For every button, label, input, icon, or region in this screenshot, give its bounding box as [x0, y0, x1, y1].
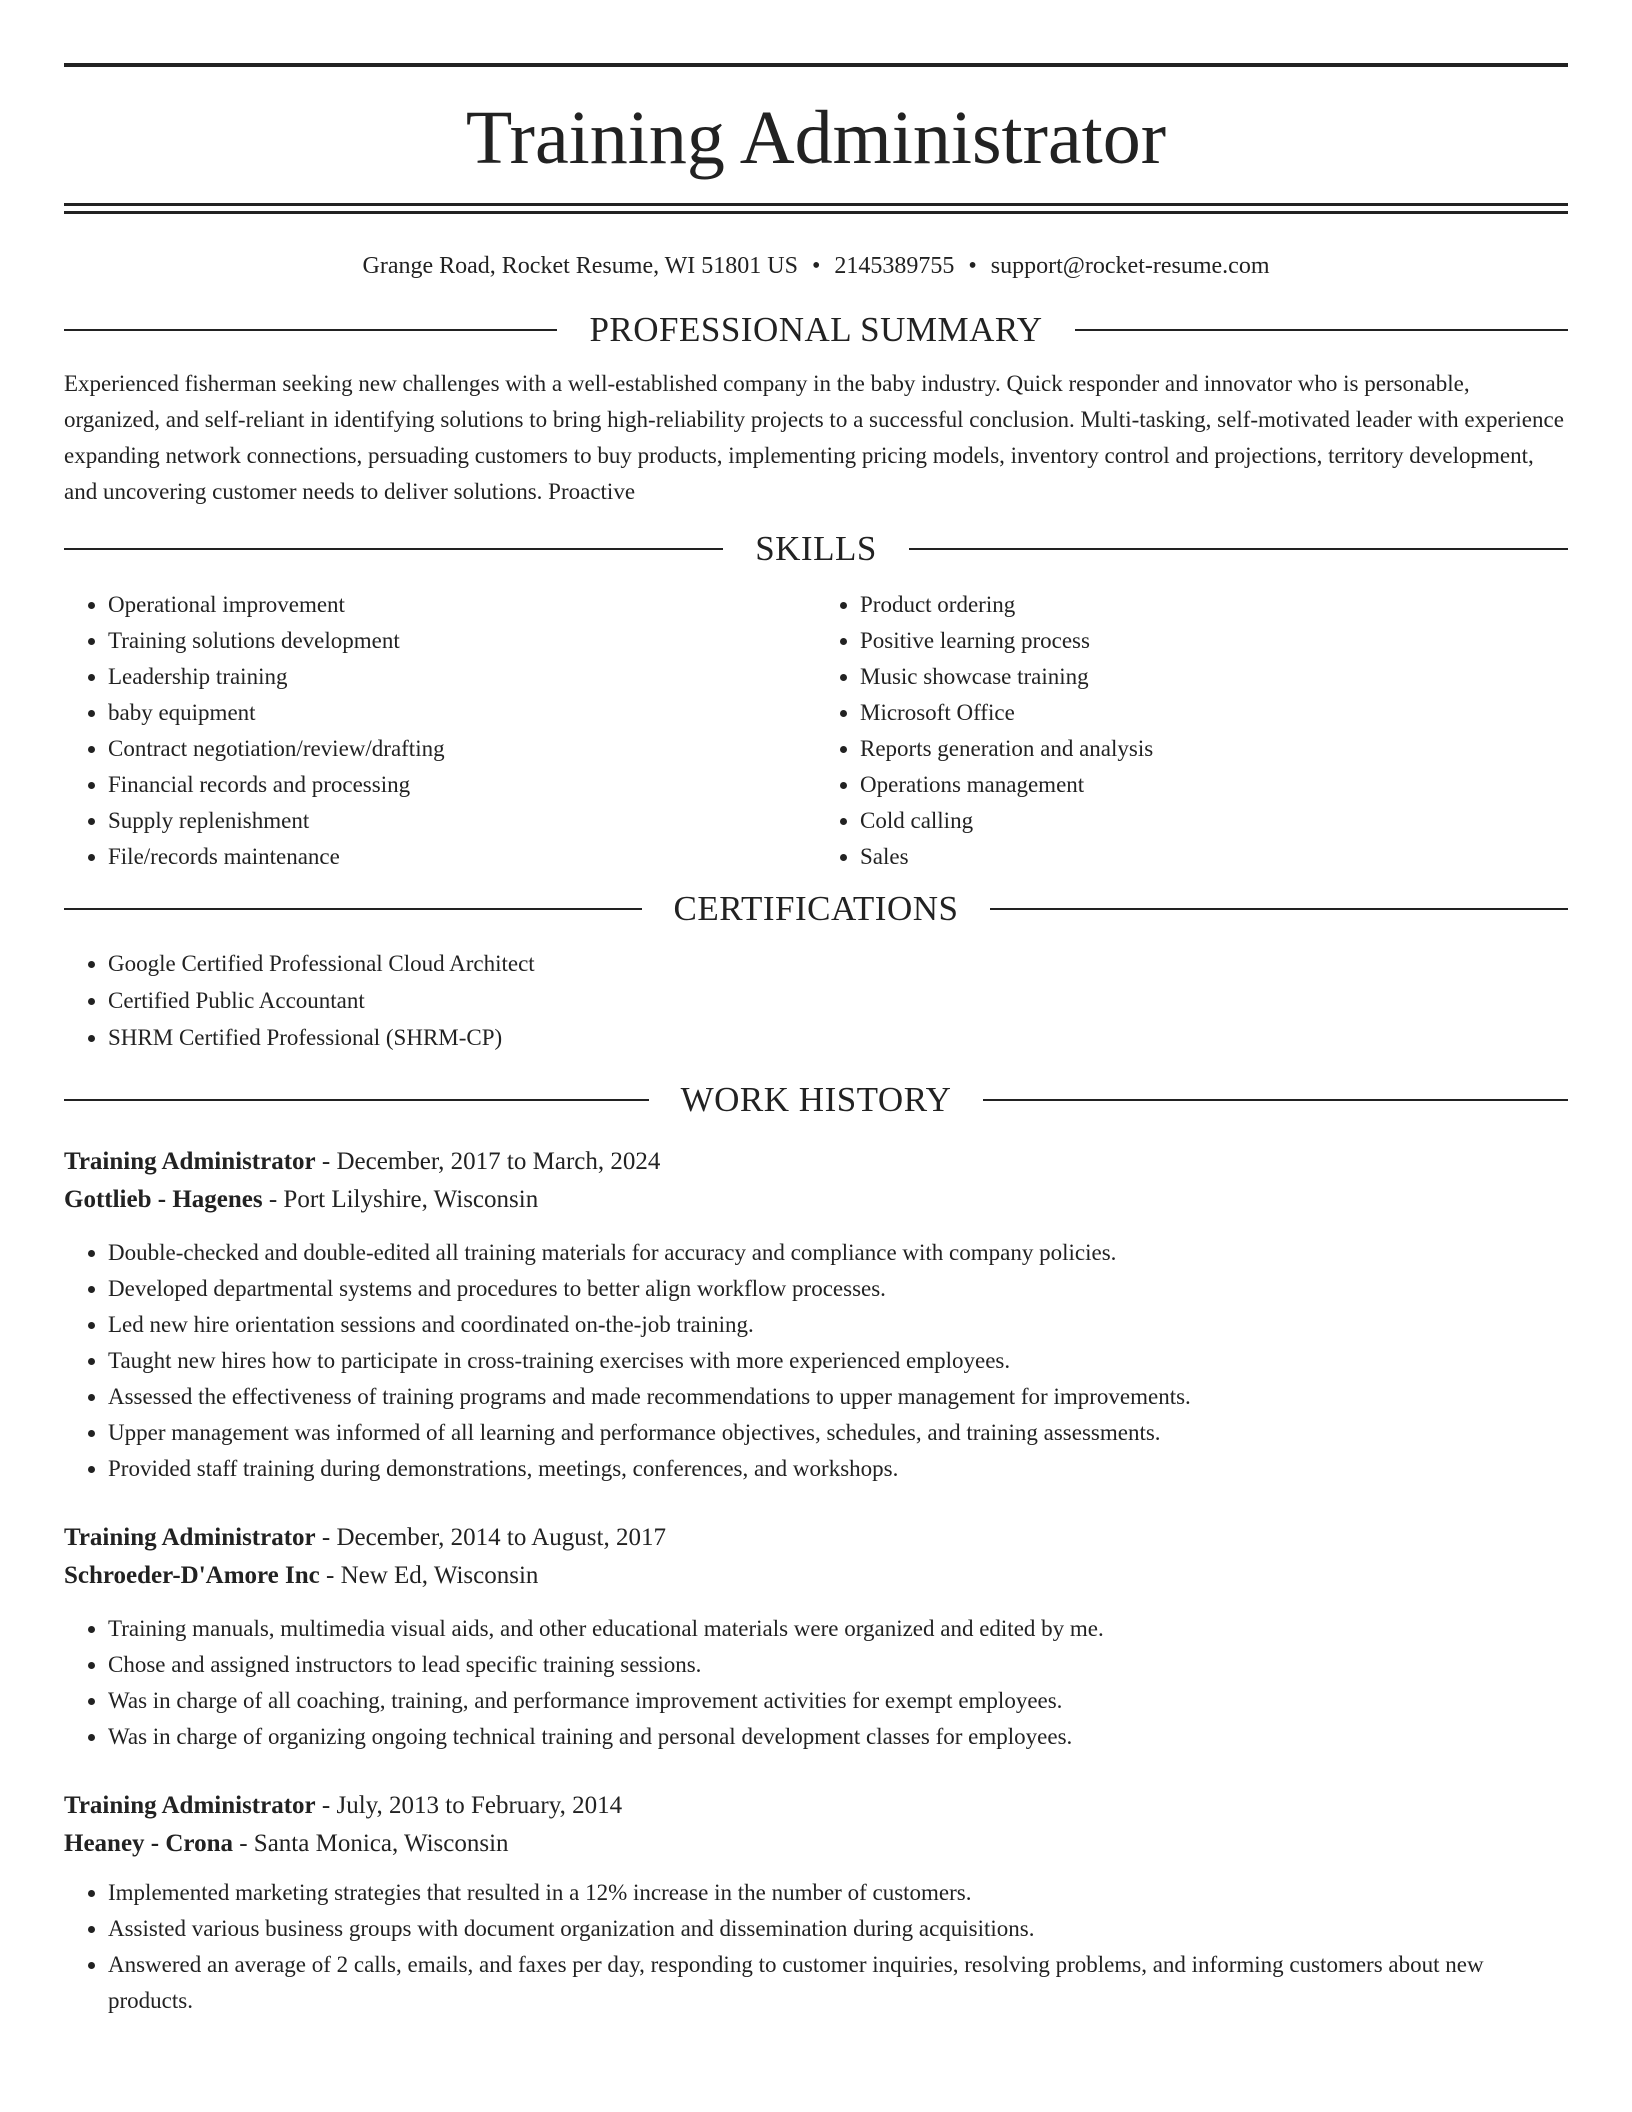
certification-item: • SHRM Certified Professional (SHRM-CP) [108, 1019, 1568, 1056]
contact-separator: • [811, 253, 821, 279]
job-entry [64, 1143, 1568, 1487]
skills-column-left [64, 587, 816, 875]
job-role: Training Administrator [64, 1524, 316, 1551]
job-bullet: • Chose and assigned instructors to lead specific training sessions. [108, 1647, 1568, 1683]
job-entry [64, 1519, 1568, 1755]
job-bullet: • Assessed the effectiveness of training programs and made recommendations to upper management for improvements. [108, 1379, 1568, 1415]
skill-item: • Supply replenishment [108, 803, 816, 839]
job-location: - Santa Monica, Wisconsin [232, 1830, 509, 1857]
job-location: - Port Lilyshire, Wisconsin [262, 1186, 539, 1213]
contact-phone: 2145389755 [834, 253, 955, 279]
job-company-line [64, 1825, 1568, 1863]
job-dates: - July, 2013 to February, 2014 [315, 1792, 623, 1819]
work-history-heading [64, 1080, 1568, 1120]
skill-item: • Music showcase training [860, 659, 1568, 695]
job-title-line [64, 1143, 1568, 1181]
section-title: SKILLS [755, 529, 877, 568]
skill-item: • Training solutions development [108, 623, 816, 659]
skill-item: • Financial records and processing [108, 767, 816, 803]
skills-column-right [816, 587, 1568, 875]
skill-item: • Sales [860, 839, 1568, 875]
job-dates: - December, 2014 to August, 2017 [315, 1524, 666, 1551]
resume-title: Training Administrator [465, 96, 1167, 180]
skill-item: • Operational improvement [108, 587, 816, 623]
job-entry [64, 1787, 1568, 2019]
job-bullets [64, 1611, 1568, 1755]
job-bullet: • Double-checked and double-edited all training materials for accuracy and compliance with company policies. [108, 1235, 1568, 1271]
section-title: PROFESSIONAL SUMMARY [589, 310, 1043, 349]
job-company: Schroeder-D'Amore Inc [64, 1562, 320, 1589]
skill-item: • Operations management [860, 767, 1568, 803]
job-company-line [64, 1181, 1568, 1219]
job-role: Training Administrator [64, 1792, 316, 1819]
job-bullet: • Implemented marketing strategies that resulted in a 12% increase in the number of customers. [108, 1875, 1568, 1911]
skill-item: • Contract negotiation/review/drafting [108, 731, 816, 767]
job-bullet: • Led new hire orientation sessions and coordinated on-the-job training. [108, 1307, 1568, 1343]
job-company-line [64, 1557, 1568, 1595]
contact-line [64, 251, 1568, 281]
job-bullet: • Answered an average of 2 calls, emails, and faxes per day, responding to customer inquiries, resolving problems, and informing customers about new products. [108, 1947, 1568, 2019]
skill-item: • File/records maintenance [108, 839, 816, 875]
skill-item: • Reports generation and analysis [860, 731, 1568, 767]
job-bullet: • Assisted various business groups with document organization and dissemination during acquisitions. [108, 1911, 1568, 1947]
section-title: WORK HISTORY [680, 1080, 952, 1119]
contact-address: Grange Road, Rocket Resume, WI 51801 US [362, 253, 798, 279]
contact-separator: • [968, 253, 977, 279]
job-bullet: • Developed departmental systems and procedures to better align workflow processes. [108, 1271, 1568, 1307]
skill-item: • Leadership training [108, 659, 816, 695]
contact-email: support@rocket-resume.com [990, 253, 1270, 279]
skill-item: • Microsoft Office [860, 695, 1568, 731]
job-bullets [64, 1235, 1568, 1487]
job-bullet: • Provided staff training during demonstrations, meetings, conferences, and workshops. [108, 1451, 1568, 1487]
certification-item: • Certified Public Accountant [108, 982, 1568, 1019]
job-dates: - December, 2017 to March, 2024 [315, 1148, 661, 1175]
skill-item: • baby equipment [108, 695, 816, 731]
skill-item: • Positive learning process [860, 623, 1568, 659]
job-company: Gottlieb - Hagenes [64, 1186, 263, 1213]
header-double-rule [64, 203, 1568, 214]
job-bullet: • Upper management was informed of all learning and performance objectives, schedules, and training assessments. [108, 1415, 1568, 1451]
job-bullet: • Was in charge of organizing ongoing technical training and personal development classes for employees. [108, 1719, 1568, 1755]
skills-heading [64, 529, 1568, 569]
job-location: - New Ed, Wisconsin [319, 1562, 539, 1589]
header-top-rule [64, 63, 1568, 67]
resume-page [64, 0, 1568, 2019]
skill-item: • Cold calling [860, 803, 1568, 839]
job-bullet: • Taught new hires how to participate in cross-training exercises with more experienced employees. [108, 1343, 1568, 1379]
job-title-line [64, 1787, 1568, 1825]
certifications-list [64, 945, 1568, 1056]
summary-text: Experienced fisherman seeking new challenges with a well-established company in the baby industry. Quick responder and innovator who is personable, organized, and self-reliant in identifying solutions to bring high-reliability projects to a successful conclusion. Multi-tasking, self-motivated leader with experience expanding network connections, persuading customers to buy products, implementing pricing models, inventory control and projections, territory development, and uncovering customer needs to deliver solutions. Proactive [64, 371, 1564, 504]
certifications-heading [64, 889, 1568, 929]
job-bullets [64, 1875, 1568, 2019]
certification-item: • Google Certified Professional Cloud Architect [108, 945, 1568, 982]
job-bullet: • Was in charge of all coaching, training, and performance improvement activities for exempt employees. [108, 1683, 1568, 1719]
skills-list [64, 587, 1568, 875]
job-bullet: • Training manuals, multimedia visual aids, and other educational materials were organized and edited by me. [108, 1611, 1568, 1647]
job-role: Training Administrator [64, 1148, 316, 1175]
summary-heading [64, 310, 1568, 350]
section-title: CERTIFICATIONS [673, 889, 959, 928]
job-company: Heaney - Crona [64, 1830, 233, 1857]
job-title-line [64, 1519, 1568, 1557]
skill-item: • Product ordering [860, 587, 1568, 623]
